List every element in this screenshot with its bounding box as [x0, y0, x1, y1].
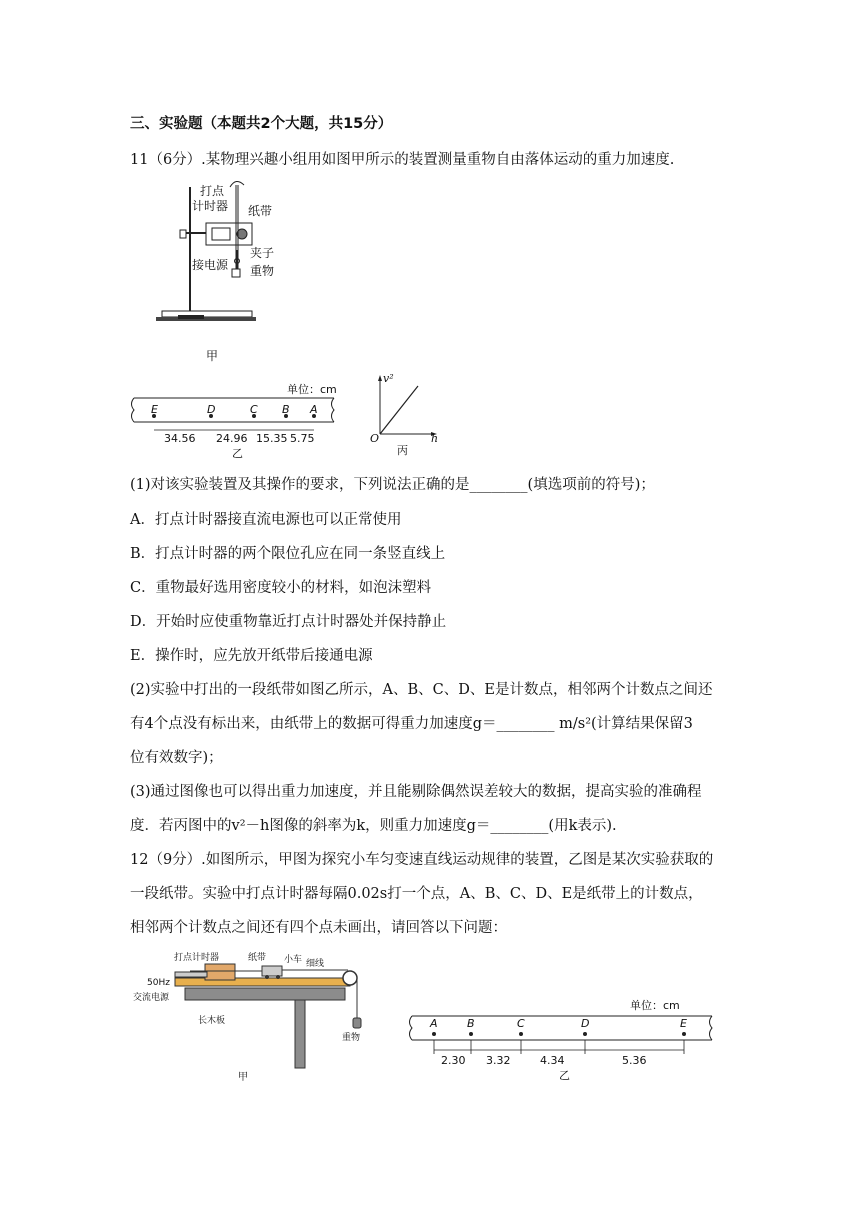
q11-jia-label-power: 接电源 — [192, 258, 229, 272]
q11-option-a: A．打点计时器接直流电源也可以正常使用 — [130, 512, 402, 528]
q12-yi-seg-AB: 2.30 — [441, 1054, 466, 1067]
q11-part3-line1: (3)通过图像也可以得出重力加速度，并且能剔除偶然误差较大的数据，提高实验的准确程 — [130, 784, 702, 800]
q11-part2-line1: (2)实验中打出的一段纸带如图乙所示，A、B、C、D、E是计数点，相邻两个计数点之间还 — [130, 682, 713, 698]
q11-yi-seg-CB: 15.35 — [256, 432, 288, 445]
q11-jia-caption: 甲 — [206, 349, 219, 363]
q11-yi-point-D: D — [207, 403, 216, 416]
q12-jia-label-string: 细线 — [306, 959, 325, 969]
q11-option-e: E．操作时，应先放开纸带后接通电源 — [130, 648, 373, 664]
q12-yi-point-B: B — [467, 1017, 475, 1030]
q12-yi-seg-DE: 5.36 — [622, 1054, 647, 1067]
q12-jia-label-timer: 打点计时器 — [174, 953, 220, 963]
q11-stem: 11（6分）.某物理兴趣小组用如图甲所示的装置测量重物自由落体运动的重力加速度. — [130, 152, 675, 168]
q12-jia-label-ac: 交流电源 — [133, 993, 170, 1003]
q12-jia-label-weight: 重物 — [342, 1033, 361, 1043]
q12-jia-label-cart: 小车 — [284, 955, 303, 965]
q11-yi-caption: 乙 — [232, 447, 243, 460]
q12-yi-seg-BC: 3.32 — [486, 1054, 511, 1067]
q11-jia-label-weight: 重物 — [250, 264, 275, 278]
q11-part1: (1)对该实验装置及其操作的要求，下列说法正确的是________(填选项前的符号)； — [130, 477, 655, 493]
q11-bing-yaxis: v² — [383, 372, 394, 385]
q11-part2-line3: 位有效数字)； — [130, 750, 223, 766]
q12-line1: 12（9分）.如图所示，甲图为探究小车匀变速直线运动规律的装置，乙图是某次实验获取的 — [130, 852, 714, 868]
q12-yi-unit: 单位：cm — [630, 999, 680, 1012]
q11-jia-label-timer: 计时器 — [192, 199, 229, 213]
q12-yi-caption: 乙 — [559, 1069, 570, 1082]
q11-yi-seg-DC: 24.96 — [216, 432, 248, 445]
q11-bing-xaxis: h — [431, 432, 439, 445]
q12-yi-point-C: C — [517, 1017, 525, 1030]
q11-yi-point-A: A — [310, 403, 318, 416]
q11-jia-label-tape: 纸带 — [248, 204, 273, 218]
q12-jia-label-tape: 纸带 — [248, 953, 267, 963]
q11-option-d: D．开始时应使重物靠近打点计时器处并保持静止 — [130, 614, 447, 630]
q11-bing-origin: O — [370, 432, 380, 445]
q11-option-b: B．打点计时器的两个限位孔应在同一条竖直线上 — [130, 546, 446, 562]
q11-jia-label-clip: 夹子 — [250, 246, 275, 260]
q11-yi-seg-ED: 34.56 — [164, 432, 196, 445]
q11-yi-point-C: C — [250, 403, 258, 416]
q11-part2-line2: 有4个点没有标出来，由纸带上的数据可得重力加速度g＝________ m/s²(计算结果保留3 — [130, 716, 693, 732]
q12-yi-point-A: A — [430, 1017, 438, 1030]
q11-figure-bing — [370, 372, 440, 440]
q12-yi-seg-CD: 4.34 — [540, 1054, 565, 1067]
q12-jia-caption: 甲 — [238, 1072, 248, 1083]
q12-jia-label-freq: 50Hz — [147, 978, 170, 988]
q11-yi-point-E: E — [151, 403, 158, 416]
q12-line3: 相邻两个计数点之间还有四个点未画出，请回答以下问题： — [130, 920, 507, 936]
q11-yi-unit: 单位：cm — [287, 383, 337, 396]
q12-figure-jia — [130, 946, 370, 1076]
q11-yi-point-B: B — [282, 403, 290, 416]
q12-jia-label-board: 长木板 — [198, 1016, 226, 1026]
q11-option-c: C．重物最好选用密度较小的材料，如泡沫塑料 — [130, 580, 432, 596]
q11-jia-label-dadian: 打点 — [200, 184, 225, 198]
q11-yi-seg-BA: 5.75 — [290, 432, 315, 445]
q11-bing-caption: 丙 — [397, 444, 408, 457]
q12-line2: 一段纸带。实验中打点计时器每隔0.02s打一个点，A、B、C、D、E是纸带上的计数点， — [130, 886, 703, 902]
section-title: 三、实验题（本题共2个大题，共15分） — [130, 116, 393, 132]
q12-yi-point-E: E — [680, 1017, 687, 1030]
q11-part3-line2: 度．若丙图中的v²－h图像的斜率为k，则重力加速度g＝________(用k表示). — [130, 818, 617, 834]
q12-yi-point-D: D — [581, 1017, 590, 1030]
